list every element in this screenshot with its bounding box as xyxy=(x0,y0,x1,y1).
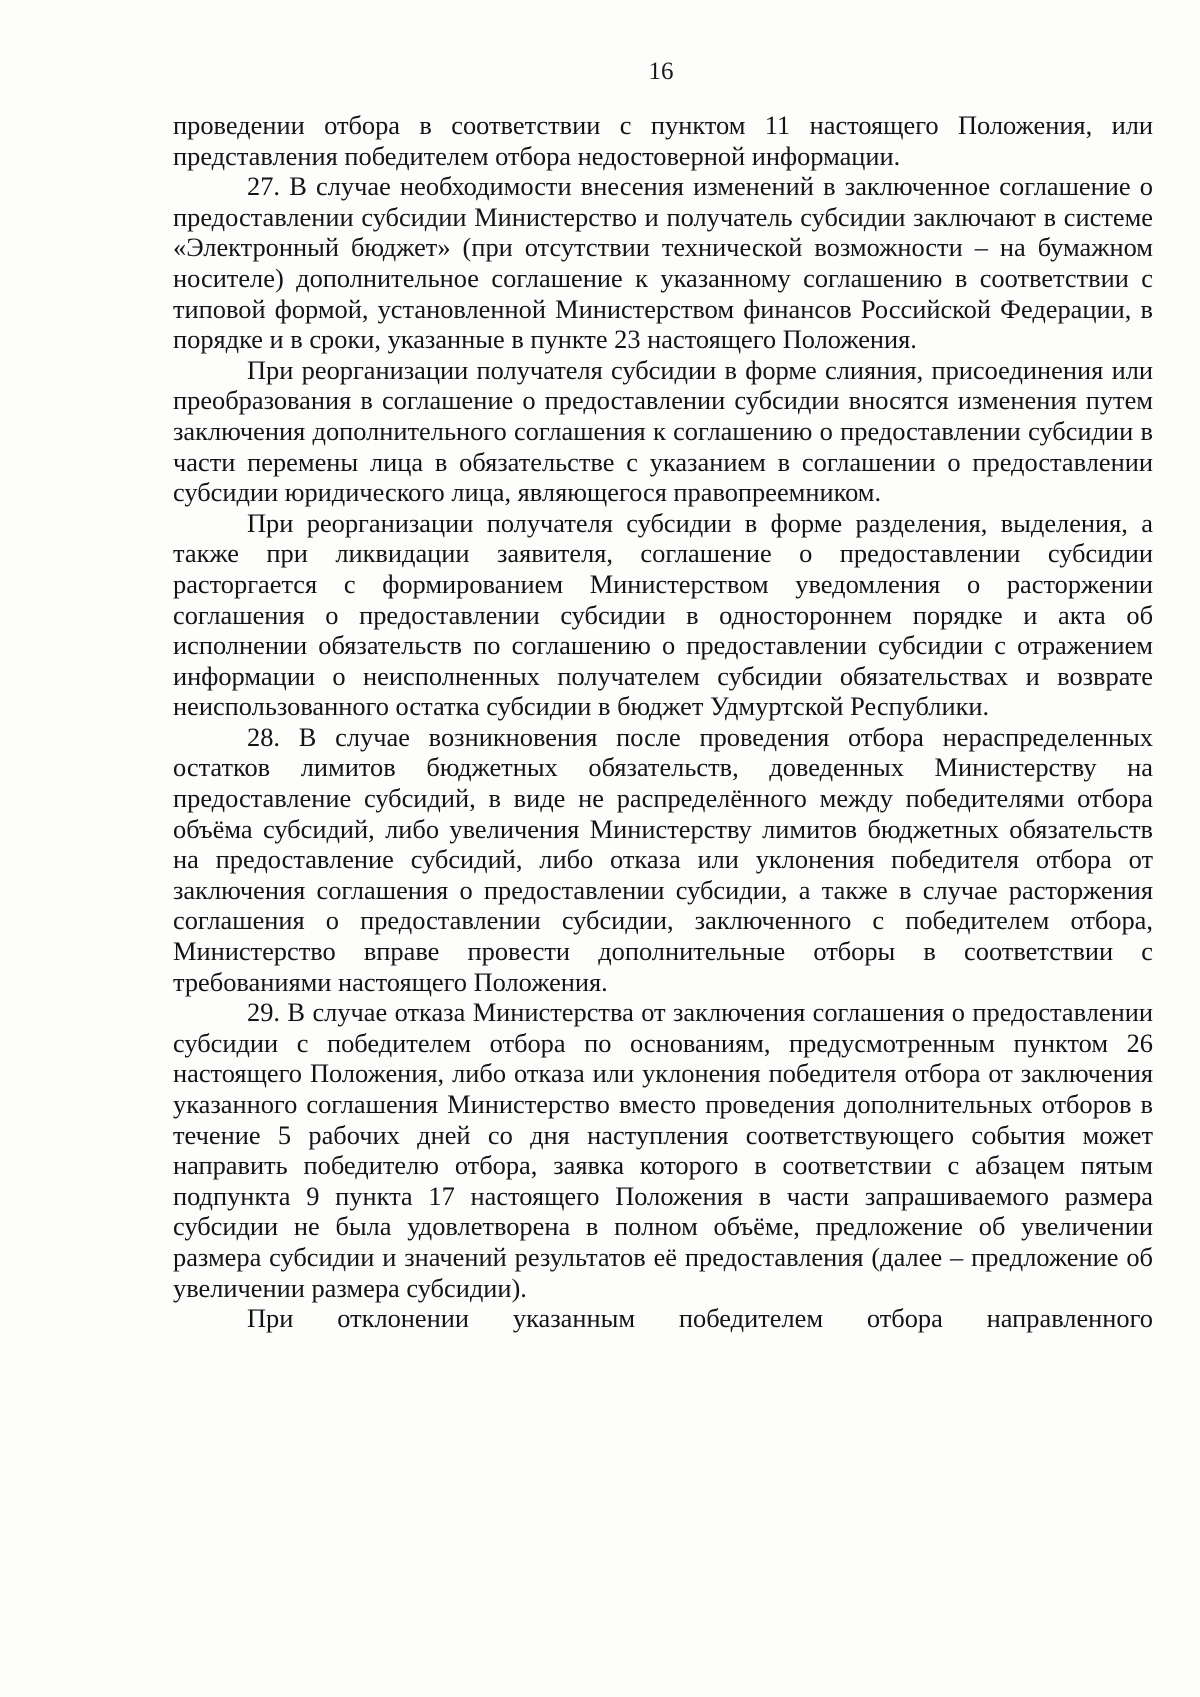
paragraph-clause-28: 28. В случае возникновения после проведения отбора нераспределенных остатков лимитов бюджетных обязательств, доведенных Министерству на предоставление субсидий, в виде не распределённого между победителями отбора объёма субсидий, либо увеличения Министерству лимитов бюджетных обязательств на предоставление субсидий, либо отказа или уклонения победителя отбора от заключения соглашения о предоставлении субсидии, а также в случае расторжения соглашения о предоставлении субсидии, заключенного с победителем отбора, Министерство вправе провести дополнительные отборы в соответствии с требованиями настоящего Положения. xyxy=(173,721,1153,997)
paragraph-rejection: При отклонении указанным победителем отбора направленного xyxy=(247,1303,1153,1334)
paragraph-continuation: проведении отбора в соответствии с пунктом 11 настоящего Положения, или представления победителем отбора недостоверной информации. xyxy=(173,110,1153,171)
paragraph-reorganization-division: При реорганизации получателя субсидии в форме разделения, выделения, а также при ликвидации заявителя, соглашение о предоставлении субсидии расторгается с формированием Министерством уведомления о расторжении соглашения о предоставлении субсидии в одностороннем порядке и акта об исполнении обязательств по соглашению о предоставлении субсидии с отражением информации о неисполненных получателем субсидии обязательствах и возврате неиспользованного остатка субсидии в бюджет Удмуртской Республики. xyxy=(173,507,1153,722)
paragraph-clause-27: 27. В случае необходимости внесения изменений в заключенное соглашение о предоставлении субсидии Министерство и получатель субсидии заключают в системе «Электронный бюджет» (при отсутствии технической возможности – на бумажном носителе) дополнительное соглашение к указанному соглашению в соответствии с типовой формой, установленной Министерством финансов Российской Федерации, в порядке и в сроки, указанные в пункте 23 настоящего Положения. xyxy=(173,171,1153,355)
paragraph-clause-29: 29. В случае отказа Министерства от заключения соглашения о предоставлении субсидии с победителем отбора по основаниям, предусмотренным пунктом 26 настоящего Положения, либо отказа или уклонения победителя отбора от заключения указанного соглашения Министерство вместо проведения дополнительных отборов в течение 5 рабочих дней со дня наступления соответствующего события может направить победителю отбора, заявка которого в соответствии с абзацем пятым подпункта 9 пункта 17 настоящего Положения в части запрашиваемого размера субсидии не была удовлетворена в полном объёме, предложение об увеличении размера субсидии и значений результатов её предоставления (далее – предложение об увеличении размера субсидии). xyxy=(173,997,1153,1303)
paragraph-reorganization-merger: При реорганизации получателя субсидии в форме слияния, присоединения или преобразования в соглашение о предоставлении субсидии вносятся изменения путем заключения дополнительного соглашения к соглашению о предоставлении субсидии в части перемены лица в обязательстве с указанием в соглашении о предоставлении субсидии юридического лица, являющегося правопреемником. xyxy=(173,354,1153,508)
page-number: 16 xyxy=(648,58,674,85)
document-body xyxy=(173,110,1153,1334)
